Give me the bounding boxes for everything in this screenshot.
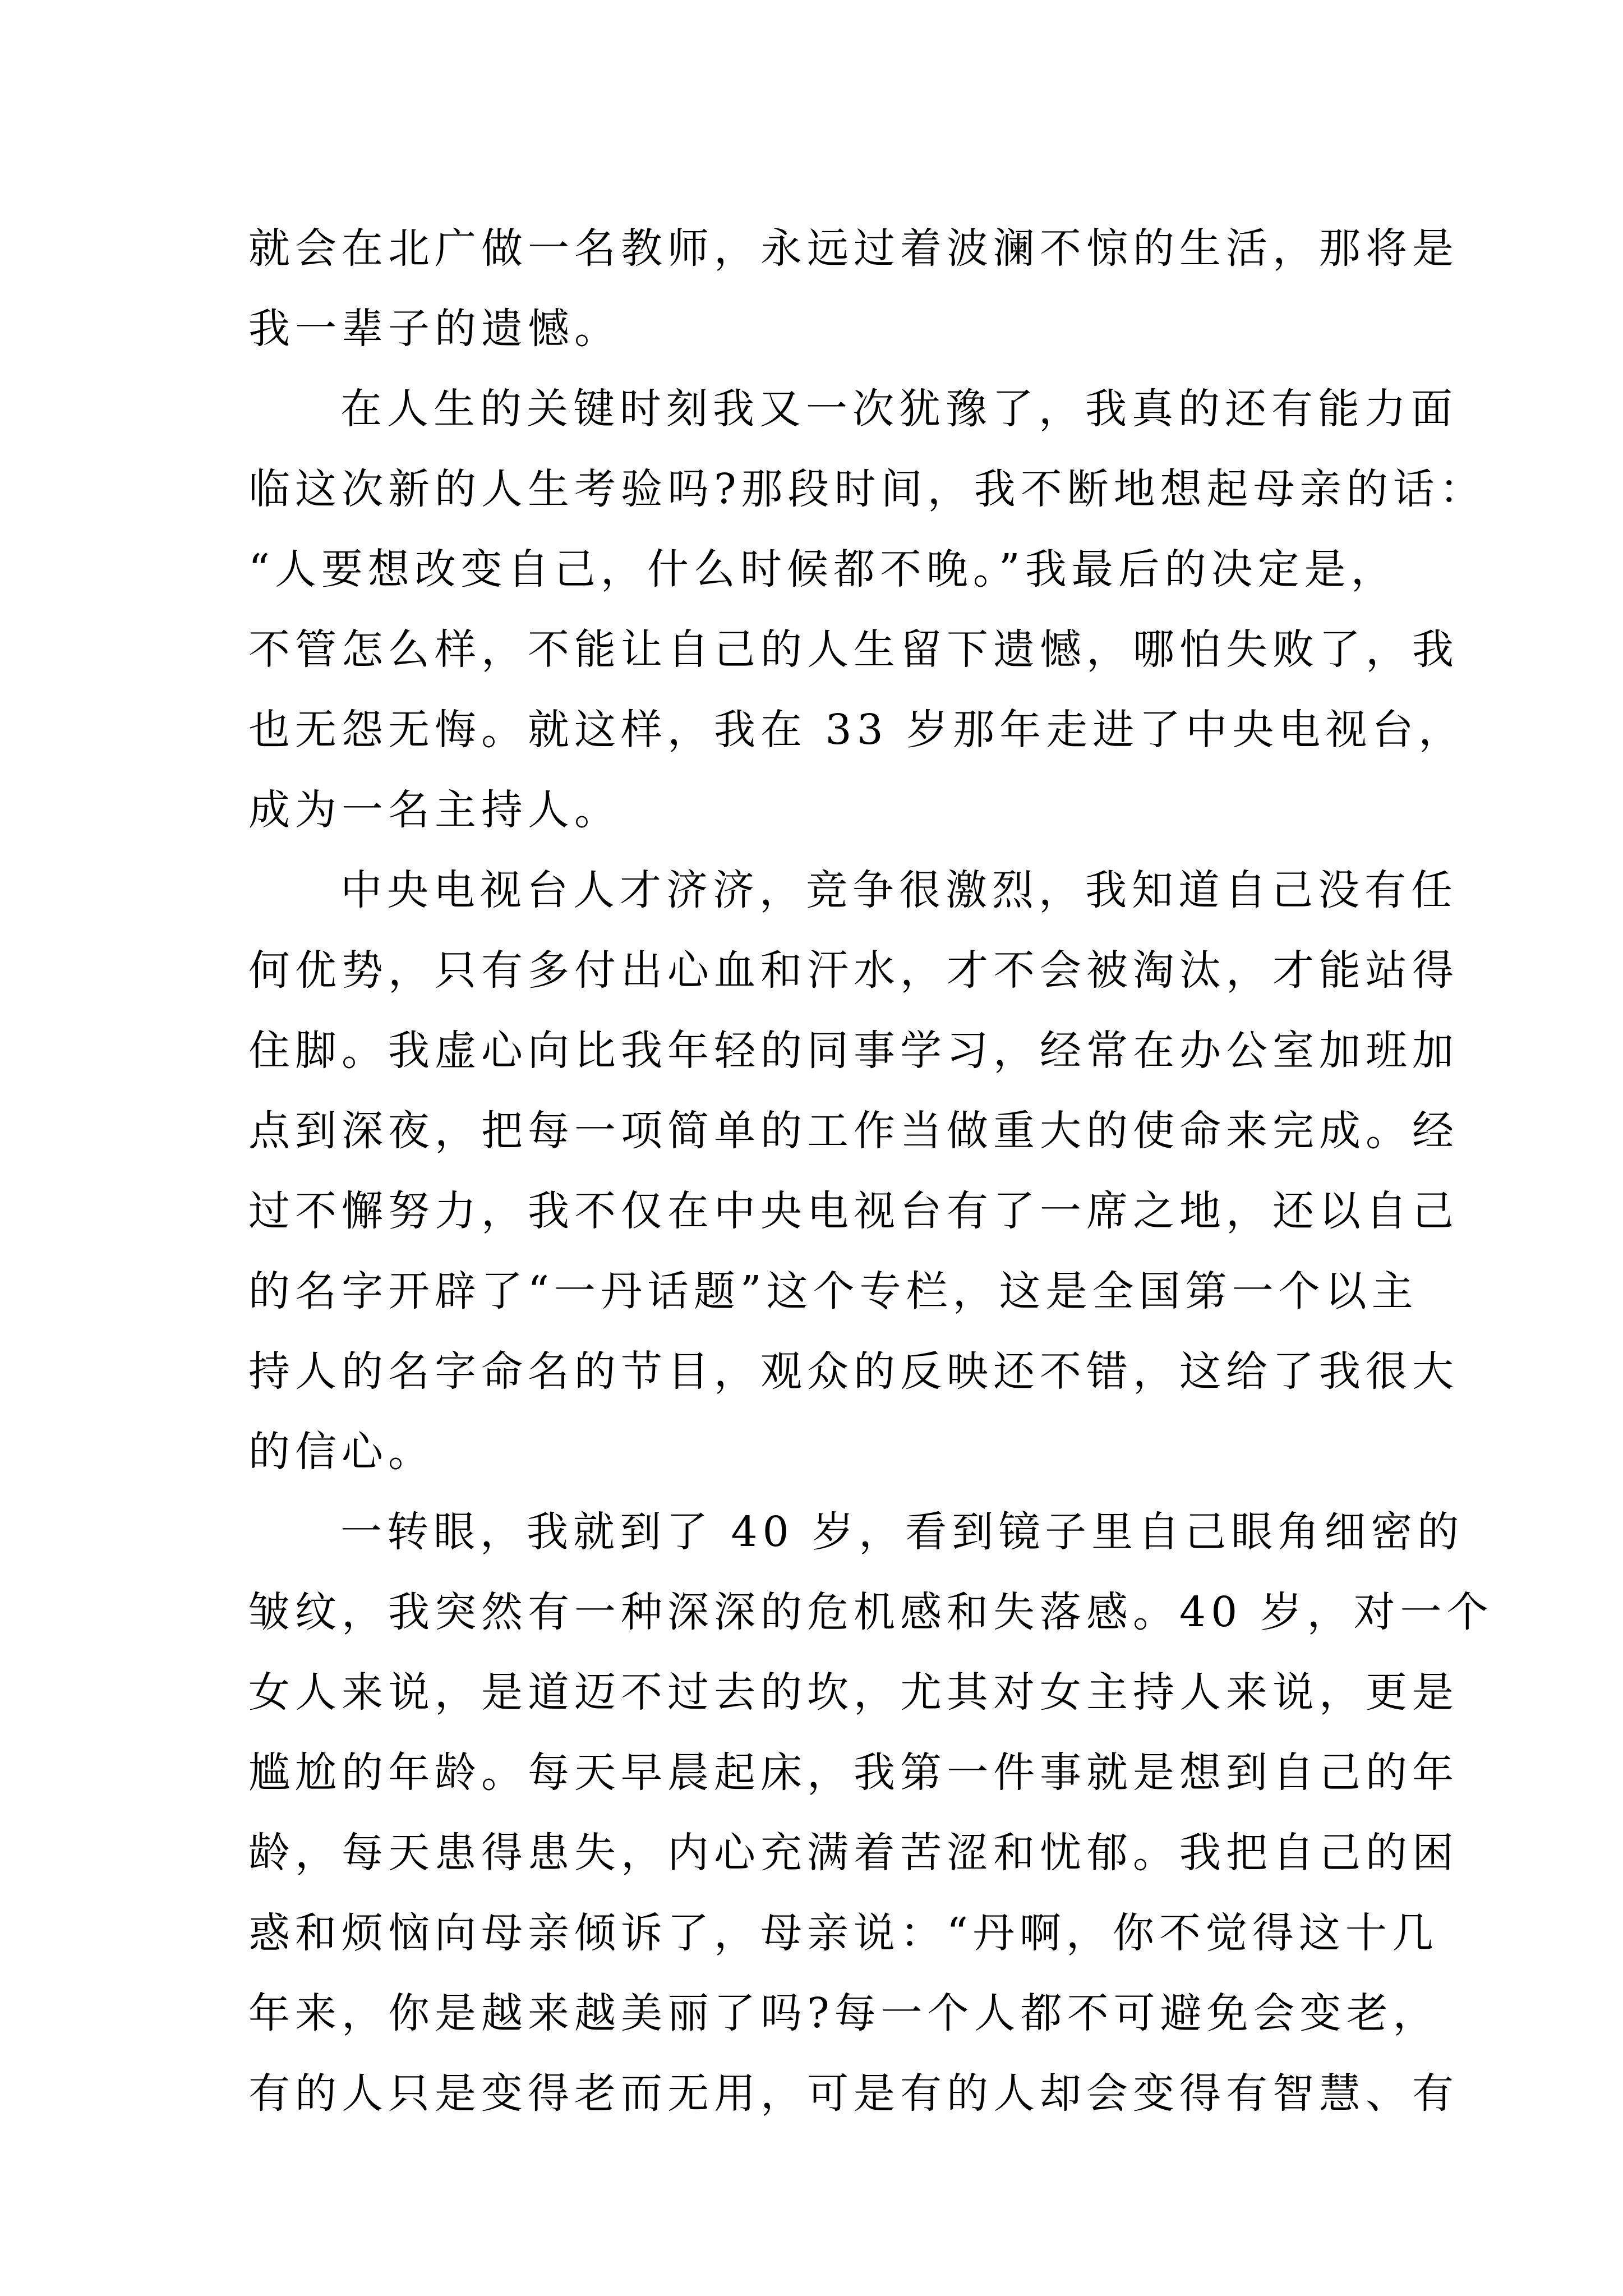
text-line: 成为一名主持人。 [248, 786, 621, 834]
text-line: 龄，每天患得患失，内心充满着苦涩和忧郁。我把自己的困 [248, 1829, 1459, 1877]
text-line: 我一辈子的遗憾。 [248, 305, 621, 353]
text-line: 在人生的关键时刻我又一次犹豫了，我真的还有能力面 [340, 385, 1458, 433]
text-line: 持人的名字命名的节目，观众的反映还不错，这给了我很大 [248, 1347, 1459, 1396]
text-line: 女人来说，是道迈不过去的坎，尤其对女主持人来说，更是 [248, 1668, 1459, 1717]
text-line: 年来，你是越来越美丽了吗?每一个人都不可避免会变老， [248, 1989, 1440, 2037]
text-line: 惑和烦恼向母亲倾诉了，母亲说：“丹啊，你不觉得这十几 [248, 1909, 1438, 1957]
text-line: 何优势，只有多付出心血和汗水，才不会被淘汰，才能站得 [248, 946, 1459, 995]
text-line: 的信心。 [248, 1428, 435, 1476]
text-line: 中央电视台人才济济，竞争很激烈，我知道自己没有任 [340, 866, 1458, 914]
text-line: 不管怎么样，不能让自己的人生留下遗憾，哪怕失败了，我 [248, 625, 1459, 674]
text-line: “人要想改变自己，什么时候都不晚。”我最后的决定是， [248, 545, 1398, 593]
text-line: 皱纹，我突然有一种深深的危机感和失落感。40 岁，对一个 [248, 1588, 1493, 1636]
text-line: 住脚。我虚心向比我年轻的同事学习，经常在办公室加班加 [248, 1027, 1459, 1075]
text-line: 有的人只是变得老而无用，可是有的人却会变得有智慧、有 [248, 2069, 1459, 2118]
text-line: 就会在北广做一名教师，永远过着波澜不惊的生活，那将是 [248, 224, 1459, 273]
text-line: 过不懈努力，我不仅在中央电视台有了一席之地，还以自己 [248, 1187, 1459, 1235]
text-line: 临这次新的人生考验吗?那段时间，我不断地想起母亲的话： [248, 465, 1486, 513]
text-line: 的名字开辟了“一丹话题”这个专栏，这是全国第一个以主 [248, 1267, 1418, 1315]
text-line: 点到深夜，把每一项简单的工作当做重大的使命来完成。经 [248, 1107, 1459, 1155]
body-text [248, 209, 1493, 2134]
text-line: 也无怨无悔。就这样，我在 33 岁那年走进了中央电视台， [248, 706, 1465, 754]
text-line: 尴尬的年龄。每天早晨起床，我第一件事就是想到自己的年 [248, 1749, 1459, 1797]
text-line: 一转眼，我就到了 40 岁，看到镜子里自己眼角细密的 [340, 1508, 1464, 1556]
